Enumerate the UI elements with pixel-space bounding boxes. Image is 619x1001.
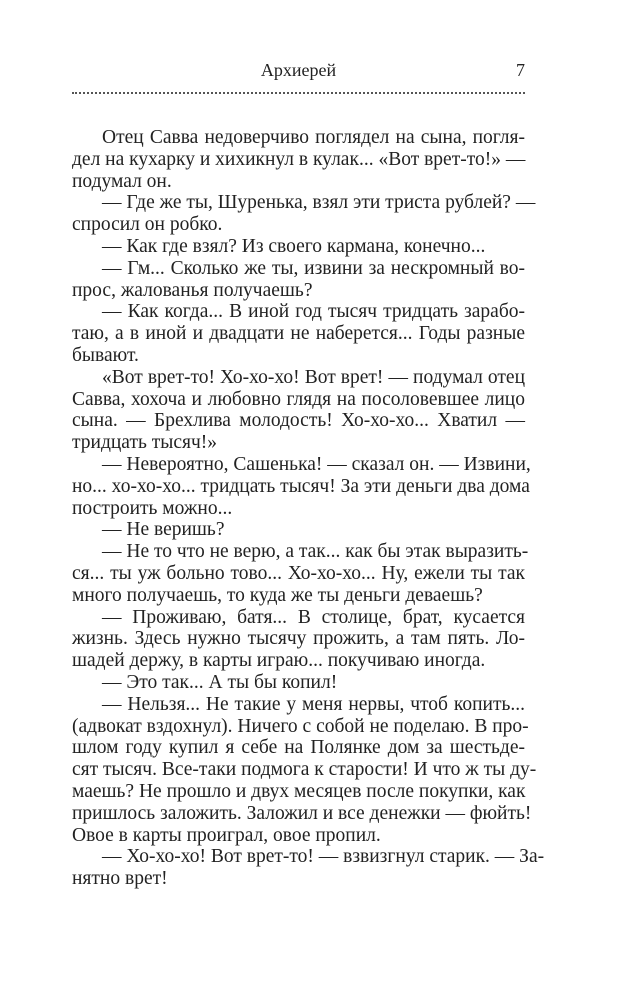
running-title: Архиерей [260,60,337,80]
paragraph [72,127,525,192]
paragraph [72,192,536,236]
running-header [72,60,525,84]
text-line: Савва, хохоча и любовно глядя на посоловевшее лицо [72,388,525,410]
text-line: пришлось заложить. Заложил и все денежки — фюйть! [72,802,532,824]
text-line: — Невероятно, Сашенька! — сказал он. — Извини, [102,453,531,475]
text-line: сына. — Брехлива молодость! Хо-хо-хо... Хватил — [72,410,525,432]
dotted-divider [72,92,525,94]
paragraph [72,846,545,890]
paragraph [72,367,525,454]
page-body [72,127,545,890]
text-line: — Гм... Сколько же ты, извини за нескромный во- [102,257,525,279]
text-line: — Хо-хо-хо! Вот врет-то! — взвизгнул старик. — За- [102,846,545,868]
text-line: ся... ты уж больно тово... Хо-хо-хо... Ну, ежели ты так [72,562,525,584]
text-line: Отец Савва недоверчиво поглядел на сына, погля- [102,127,525,148]
text-line: — Как где взял? Из своего кармана, конечно... [102,235,486,257]
text-line: но... хо-хо-хо... тридцать тысяч! За эти деньги два дома [72,475,530,497]
text-line: — Как когда... В иной год тысяч тридцать зарабо- [102,301,525,323]
text-line: — Проживаю, батя... В столице, брат, кусается [102,606,525,628]
text-line: сят тысяч. Все-таки подмога к старости! И что ж ты ду- [72,759,537,781]
text-line: маешь? Не прошло и двух месяцев после покупки, как [72,780,526,802]
text-line: прос, жалованья получаешь? [72,279,313,301]
text-line: тридцать тысяч!» [72,432,218,454]
text-line: — Не то что не верю, а так... как бы этак выразить- [102,541,529,563]
text-line: спросил он робко. [72,214,223,236]
text-line: — Это так... А ты бы копил! [102,671,338,693]
text-line: — Где же ты, Шуренька, взял эти триста рублей? — [102,192,536,214]
paragraph [72,258,525,302]
text-line: шлом году купил я себе на Полянке дом за шестьде- [72,737,525,759]
text-line: дел на кухарку и хихикнул в кулак... «Вот врет-то!» — [72,148,526,170]
paragraph [72,236,525,258]
text-line: — Нельзя... Не такие у меня нервы, чтоб копить... [102,693,525,715]
paragraph [72,693,537,847]
text-line: таю, а в иной и двадцати не наберется... Годы разные [72,323,525,345]
text-line: шадей держу, в карты играю... покучиваю иногда. [72,650,486,672]
text-line: Овое в карты проиграл, овое пропил. [72,824,381,846]
page-number: 7 [516,60,525,80]
paragraph [72,301,525,366]
text-line: бывают. [72,344,139,366]
paragraph [72,541,529,606]
text-line: нятно врет! [72,868,168,890]
text-line: много получаешь, то куда же ты деньги деваешь? [72,584,483,606]
paragraph [72,519,525,541]
paragraph [72,453,531,519]
text-line: построить можно... [72,497,233,519]
paragraph [72,672,525,694]
text-line: подумал он. [72,170,172,192]
text-line: — Не веришь? [102,519,225,541]
text-line: (адвокат вздохнул). Ничего с собой не поделаю. В про- [72,715,529,737]
paragraph [72,607,525,672]
text-line: «Вот врет-то! Хо-хо-хо! Вот врет! — подумал отец [102,366,525,388]
text-line: жизнь. Здесь нужно тысячу прожить, а там пять. Ло- [72,628,525,650]
